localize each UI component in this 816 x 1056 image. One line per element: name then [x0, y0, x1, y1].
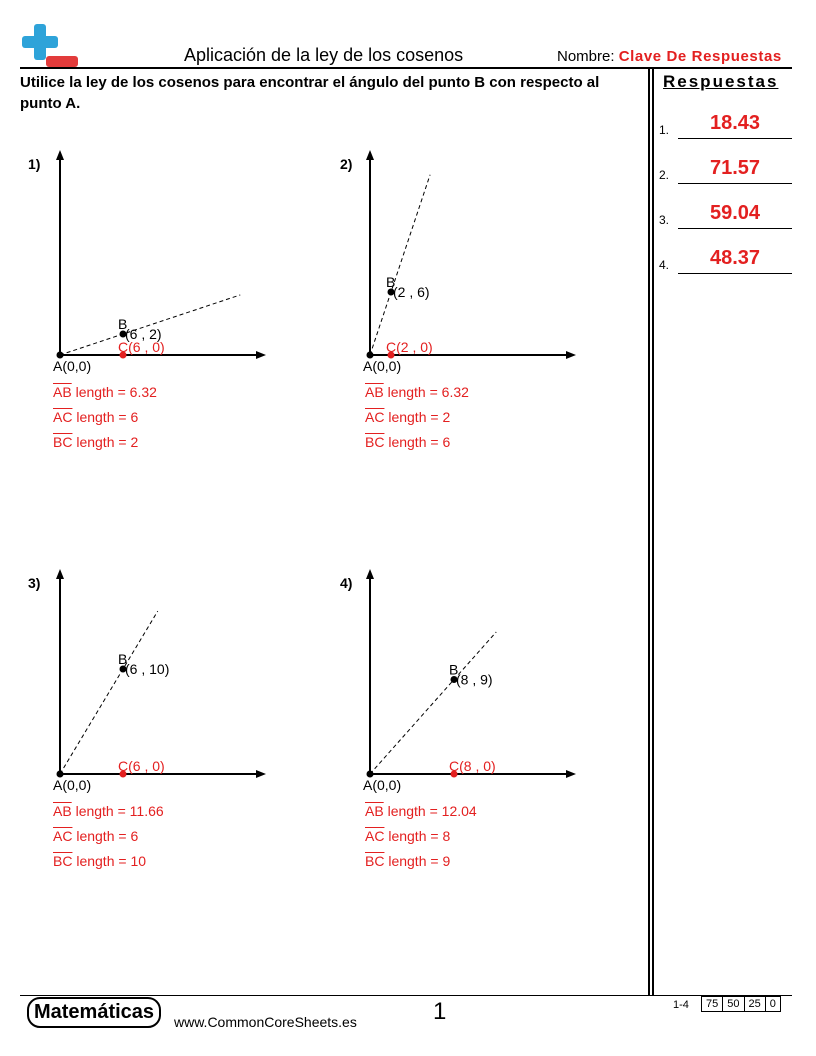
problem-1-graph — [53, 150, 268, 382]
point-a-label: A(0,0) — [363, 777, 402, 793]
point-a-label: A(0,0) — [53, 777, 92, 793]
score-cell: 50 — [723, 997, 744, 1012]
point-b-coords: (6 , 10) — [125, 661, 170, 677]
answers-divider-right — [652, 68, 654, 996]
point-b-name: B — [118, 316, 128, 332]
answer-row — [659, 154, 792, 184]
point-b-name: B — [118, 651, 128, 667]
answer-number: 3. — [659, 213, 670, 227]
y-axis-arrow — [56, 150, 64, 160]
point-b-name: B — [449, 661, 459, 678]
answer-row — [659, 244, 792, 274]
answers-divider-left — [648, 68, 650, 996]
name-value: Clave De Respuestas — [618, 48, 782, 65]
x-axis-arrow — [566, 351, 576, 359]
page-number: 1 — [433, 998, 447, 1025]
answer-line — [678, 183, 792, 184]
problem-number: 1) — [28, 156, 41, 172]
point-b-coords: (6 , 2) — [125, 326, 162, 342]
ray-ab — [370, 632, 496, 774]
answer-value: 59.04 — [709, 202, 761, 224]
score-cell: 75 — [702, 997, 723, 1012]
plus-minus-logo-icon — [22, 24, 78, 70]
x-axis-arrow — [566, 770, 576, 778]
point-b-coords: (2 , 6) — [393, 284, 430, 300]
y-axis-arrow — [366, 150, 374, 160]
point-a-label: A(0,0) — [53, 358, 92, 374]
answer-value: 18.43 — [709, 112, 761, 134]
point-c-label: C(6 , 0) — [118, 758, 165, 774]
instructions: Utilice la ley de los cosenos para encontrar el ángulo del punto B con respecto al punto A. — [20, 74, 600, 112]
footer-rule — [20, 995, 792, 996]
ab-length: $\overline{AB}$ length = 6.32 — [53, 384, 157, 400]
answer-line — [678, 273, 792, 274]
ac-length: $\overline{AC}$ length = 8 — [365, 828, 451, 844]
answer-number: 2. — [659, 168, 670, 182]
name-label: Nombre: — [557, 48, 615, 65]
ac-length: $\overline{AC}$ length = 6 — [53, 409, 139, 425]
ray-ab — [370, 175, 430, 355]
bc-length: $\overline{BC}$ length = 6 — [365, 434, 451, 450]
x-axis-arrow — [256, 351, 266, 359]
point-c-label: C(8 , 0) — [449, 758, 496, 774]
problem-4-graph — [363, 569, 578, 801]
ab-length: $\overline{AB}$ length = 11.66 — [53, 803, 164, 819]
point-a-label: A(0,0) — [363, 358, 402, 374]
answer-row — [659, 109, 792, 139]
point-b-name: B — [386, 274, 396, 290]
brand-badge: Matemáticas — [27, 997, 161, 1028]
ab-length: $\overline{AB}$ length = 12.04 — [365, 803, 477, 819]
header-rule — [20, 67, 792, 69]
ac-length: $\overline{AC}$ length = 2 — [365, 409, 451, 425]
score-table — [701, 996, 781, 1012]
answer-row — [659, 199, 792, 229]
problem-3-graph — [53, 569, 268, 801]
name-field — [557, 48, 782, 65]
problem-number: 2) — [340, 156, 353, 172]
point-c-label: C(6 , 0) — [118, 339, 165, 355]
ac-length: $\overline{AC}$ length = 6 — [53, 828, 139, 844]
answer-line — [678, 138, 792, 139]
answer-value: 48.37 — [709, 247, 761, 269]
y-axis-arrow — [366, 569, 374, 579]
ab-length: $\overline{AB}$ length = 6.32 — [365, 384, 469, 400]
site-url: www.CommonCoreSheets.es — [174, 1014, 357, 1030]
problem-number: 3) — [28, 575, 41, 591]
score-range: 1-4 — [673, 999, 689, 1011]
answer-line — [678, 228, 792, 229]
answer-number: 4. — [659, 258, 670, 272]
answer-number: 1. — [659, 123, 670, 137]
answers-header: Respuestas — [663, 72, 779, 91]
bc-length: $\overline{BC}$ length = 9 — [365, 853, 451, 869]
y-axis-arrow — [56, 569, 64, 579]
answer-value: 71.57 — [709, 157, 761, 179]
score-cell: 25 — [744, 997, 765, 1012]
ray-ab — [60, 611, 158, 774]
bc-length: $\overline{BC}$ length = 2 — [53, 434, 139, 450]
problem-2-graph — [363, 150, 578, 382]
page-title: Aplicación de la ley de los cosenos — [184, 45, 464, 65]
problem-number: 4) — [340, 575, 353, 591]
point-c-label: C(2 , 0) — [386, 339, 433, 355]
point-b-coords: (8 , 9) — [456, 671, 493, 688]
x-axis-arrow — [256, 770, 266, 778]
bc-length: $\overline{BC}$ length = 10 — [53, 853, 147, 869]
score-cell: 0 — [765, 997, 780, 1012]
